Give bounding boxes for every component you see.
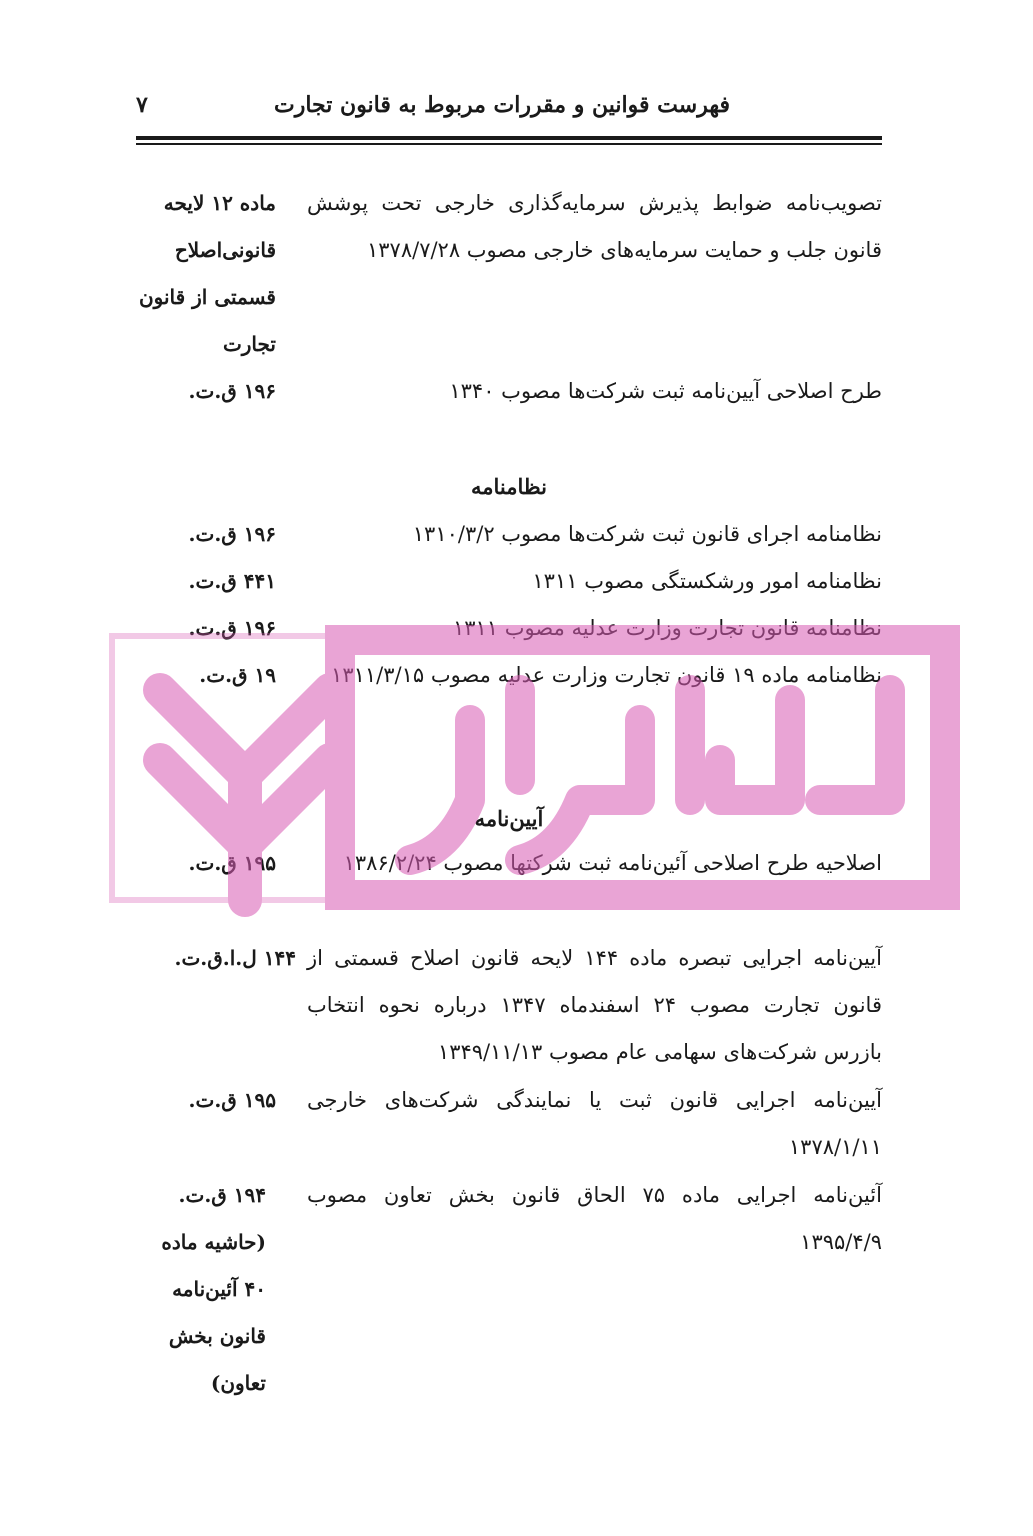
entry-reference: ۱۹۵ ق.ت. [188, 851, 276, 875]
entry-nezamnameh-2 [136, 558, 882, 593]
entry-aiinnameh-3 [136, 1077, 882, 1159]
entry-title: آئین‌نامه اجرایی ماده ۷۵ الحاق قانون بخش تعاون مصوب ۱۳۹۵/۴/۹ [307, 1183, 882, 1254]
header-rule-thin [136, 143, 882, 145]
entry-reference: ۱۹ ق.ت. [199, 663, 276, 687]
entry-title: آیین‌نامه اجرایی قانون ثبت یا نمایندگی شرکت‌های خارجی ۱۳۷۸/۱/۱۱ [307, 1088, 882, 1159]
entry-title: نظامنامه ماده ۱۹ قانون تجارت وزارت عدلیه مصوب ۱۳۱۱/۳/۱۵ [331, 663, 882, 687]
page-header-title: فهرست قوانین و مقررات مربوط به قانون تجارت [274, 92, 730, 118]
entry-reference: ۱۹۶ ق.ت. [188, 616, 276, 640]
entry-reference: ۱۹۶ ق.ت. [188, 379, 276, 403]
entry-title: نظامنامه اجرای قانون ثبت شرکت‌ها مصوب ۱۳۱۰/۳/۲ [412, 522, 882, 546]
entry-title: نظامنامه قانون تجارت وزارت عدلیه مصوب ۱۳۱۱ [452, 616, 882, 640]
header-rule-thick [136, 136, 882, 140]
entry-aiinnameh-4 [136, 1172, 882, 1395]
entry-reference: ۱۴۴ ل.ا.ق.ت. [174, 946, 296, 970]
entry-nezamnameh-1 [136, 511, 882, 546]
entry-investment-regulation [136, 180, 882, 356]
entry-reference: ۱۹۵ ق.ت. [188, 1088, 276, 1112]
entry-nezamnameh-3 [136, 605, 882, 640]
entry-reference: ماده ۱۲ لایحه قانونی‌اصلاح قسمتی از قانون تجارت [138, 191, 276, 356]
entry-title: نظامنامه امور ورشکستگی مصوب ۱۳۱۱ [532, 569, 882, 593]
entry-title: تصویب‌نامه ضوابط پذیرش سرمایه‌گذاری خارجی تحت پوشش قانون جلب و حمایت سرمایه‌های خارجی مصوب ۱۳۷۸/۷/۲۸ [307, 191, 882, 262]
entry-company-registration-plan [136, 368, 882, 403]
entry-title: آیین‌نامه اجرایی تبصره ماده ۱۴۴ لایحه قانون اصلاح قسمتی از قانون تجارت مصوب ۲۴ اسفندماه ۱۳۴۷ درباره نحوه انتخاب بازرس شرکت‌های سهامی عام مصوب ۱۳۴۹/۱۱/۱۳ [307, 946, 882, 1064]
section-heading-aiinnameh: آیین‌نامه [474, 806, 544, 831]
entry-aiinnameh-1 [136, 840, 882, 875]
entry-aiinnameh-2 [136, 935, 882, 1064]
entry-reference: ۱۹۴ ق.ت. (حاشیه ماده ۴۰ آئین‌نامه قانون بخش تعاون) [161, 1183, 266, 1395]
entry-reference: ۴۴۱ ق.ت. [188, 569, 276, 593]
entry-nezamnameh-4 [136, 652, 882, 687]
entry-title: طرح اصلاحی آیین‌نامه ثبت شرکت‌ها مصوب ۱۳۴۰ [449, 379, 882, 403]
entry-title: اصلاحیه طرح اصلاحی آئین‌نامه ثبت شرکتها مصوب ۱۳۸۶/۲/۲۴ [343, 851, 882, 875]
section-heading-nezamnameh: نظامنامه [471, 474, 547, 499]
entry-reference: ۱۹۶ ق.ت. [188, 522, 276, 546]
page-number: ۷ [136, 92, 148, 118]
